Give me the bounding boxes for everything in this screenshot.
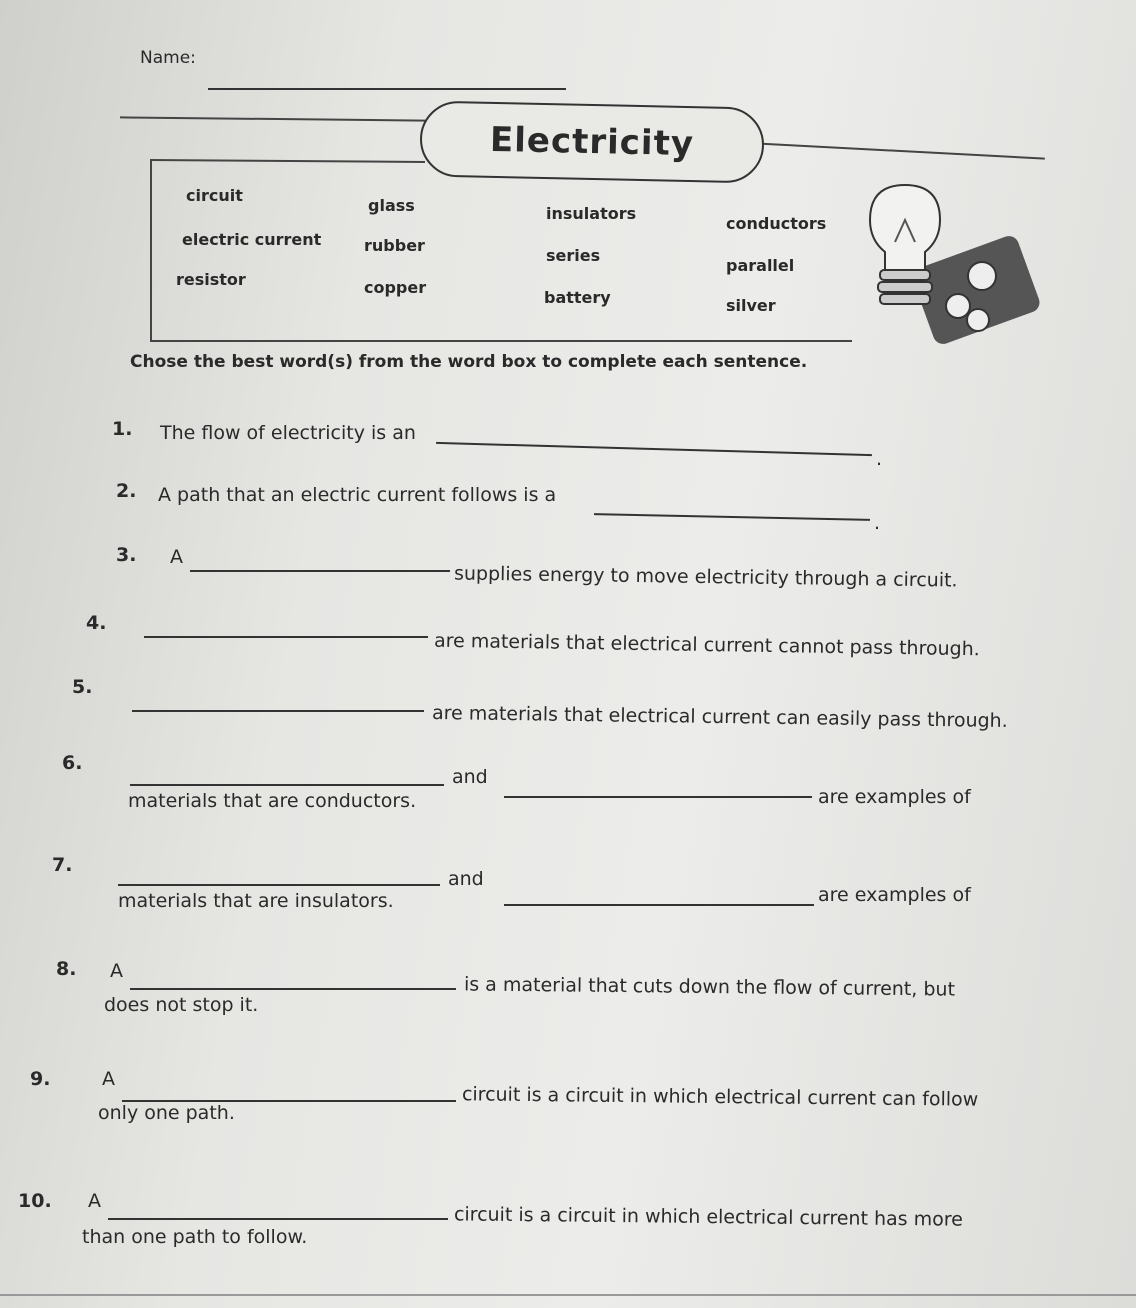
question-text-continued: does not stop it. [104, 994, 259, 1016]
word-bank-item: copper [364, 278, 427, 297]
question-text: circuit is a circuit in which electrical current has more [453, 1203, 963, 1231]
question-number: 9. [30, 1068, 51, 1090]
question-text-continued: materials that are conductors. [128, 790, 417, 812]
question-text-continued: than one path to follow. [82, 1226, 308, 1248]
question-text: are materials that electrical current can easily pass through. [431, 701, 1008, 733]
question-number: 6. [62, 752, 83, 774]
word-bank [150, 160, 852, 342]
question-text: A [170, 546, 183, 568]
name-field[interactable] [208, 88, 566, 90]
question-text-continued: only one path. [98, 1102, 235, 1124]
word-bank-item: battery [544, 288, 611, 307]
word-bank-item: conductors [726, 214, 827, 233]
question-number: 8. [56, 958, 77, 980]
question-text: are materials that electrical current cannot pass through. [433, 629, 980, 661]
page-bottom-rule [0, 1294, 1136, 1296]
word-bank-item: circuit [186, 186, 243, 205]
question-text: A [110, 960, 123, 982]
question-number: 3. [116, 544, 137, 566]
answer-blank[interactable] [118, 884, 440, 886]
question-number: 2. [116, 480, 137, 502]
word-bank-item: resistor [176, 270, 246, 289]
question-text-continued: materials that are insulators. [118, 890, 394, 912]
question-text: A path that an electric current follows is a [158, 484, 557, 506]
answer-blank[interactable] [504, 796, 812, 798]
question-text: A [102, 1068, 115, 1090]
question-number: 5. [72, 676, 93, 698]
answer-blank[interactable] [504, 904, 814, 906]
question-text: . [874, 512, 881, 534]
question-number: 1. [112, 418, 133, 440]
question-text: The flow of electricity is an [160, 422, 416, 444]
page-title: Electricity [419, 100, 765, 183]
answer-blank[interactable] [108, 1218, 448, 1220]
question-text: are examples of [818, 884, 971, 906]
answer-blank[interactable] [190, 570, 450, 572]
answer-blank[interactable] [436, 442, 872, 456]
word-bank-item: electric current [182, 230, 322, 249]
answer-blank[interactable] [130, 784, 444, 786]
lightbulb-icon [850, 180, 1040, 364]
word-bank-item: series [546, 246, 601, 265]
word-bank-item: insulators [546, 204, 637, 223]
question-text: circuit is a circuit in which electrical current can follow [461, 1083, 979, 1111]
word-bank-item: glass [368, 196, 415, 215]
word-bank-item: rubber [364, 236, 425, 255]
question-number: 10. [18, 1190, 52, 1212]
answer-blank[interactable] [132, 710, 424, 712]
instructions: Chose the best word(s) from the word box to complete each sentence. [130, 352, 808, 372]
question-number: 4. [86, 612, 107, 634]
question-text: A [88, 1190, 101, 1212]
word-bank-item: parallel [726, 256, 795, 275]
question-text: supplies energy to move electricity through a circuit. [453, 562, 958, 592]
question-number: 7. [52, 854, 73, 876]
question-text: are examples of [818, 786, 971, 808]
answer-blank[interactable] [594, 513, 870, 521]
question-text: . [876, 448, 883, 470]
title-rule-left [120, 116, 425, 121]
question-text: is a material that cuts down the flow of current, but [463, 973, 956, 1001]
title-rule-right [755, 142, 1045, 159]
name-label: Name: [140, 48, 196, 68]
answer-blank[interactable] [144, 636, 428, 638]
question-text: and [452, 766, 488, 788]
word-bank-item: silver [726, 296, 776, 315]
question-text: and [448, 868, 484, 890]
answer-blank[interactable] [130, 988, 456, 990]
